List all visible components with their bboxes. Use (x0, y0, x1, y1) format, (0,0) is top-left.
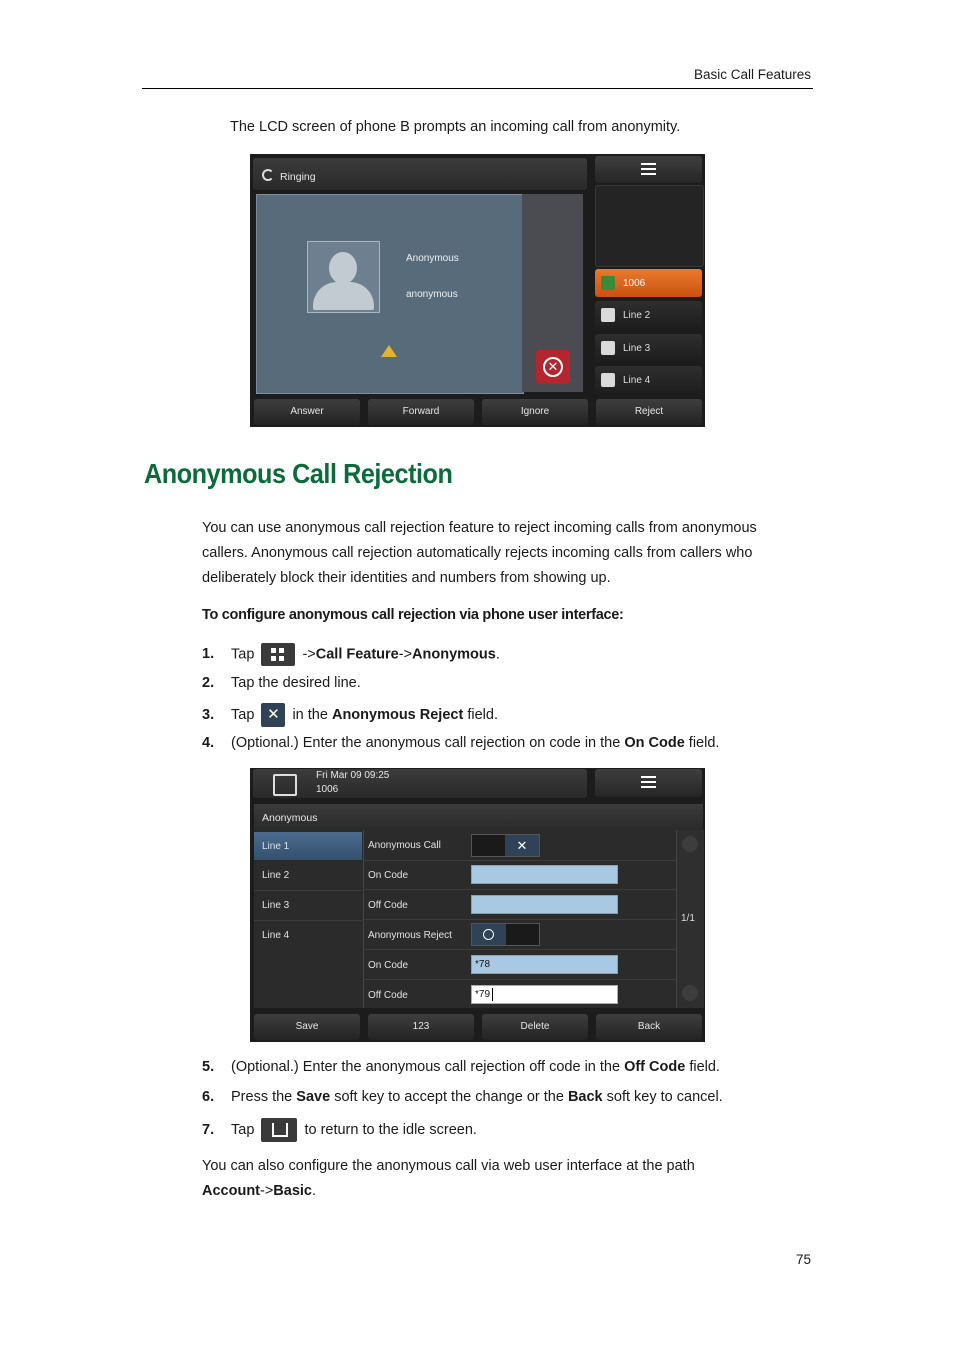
reject-on-code-field[interactable] (471, 955, 618, 974)
step-6 (202, 1089, 723, 1105)
page-number: 75 (795, 1252, 811, 1267)
step-number: 1. (202, 646, 215, 663)
step-text: Tap (231, 1121, 255, 1138)
scroll-rail (676, 830, 704, 1008)
idle-status-bar (253, 769, 587, 798)
close-icon: ✕ (543, 357, 563, 377)
circle-icon (483, 929, 494, 940)
field-value: *79 (475, 989, 491, 1000)
line-1-tab[interactable] (254, 832, 362, 860)
path-text: -> (260, 1183, 274, 1199)
step-bold: Call Feature (315, 646, 399, 663)
line-key-2[interactable] (595, 301, 702, 329)
home-icon (261, 1118, 297, 1142)
step-number: 3. (202, 706, 215, 723)
section-title: Anonymous Call Rejection (144, 458, 453, 489)
on-code-row (364, 860, 676, 890)
on-code-field[interactable] (471, 865, 618, 884)
datetime: Fri Mar 09 09:25 (316, 770, 390, 781)
step-text: (Optional.) Enter the anonymous call rejection off code in the (231, 1059, 621, 1075)
step-4 (202, 735, 719, 751)
close-icon: ✕ (261, 703, 285, 727)
scroll-down-icon[interactable] (682, 985, 698, 1001)
field-label: Off Code (368, 900, 408, 911)
incoming-call-screenshot (250, 154, 705, 427)
reject-on-code-row (364, 950, 676, 980)
ignore-softkey[interactable]: Ignore (482, 399, 588, 425)
menu-icon (641, 163, 656, 177)
avatar (307, 241, 380, 313)
anonymous-reject-toggle[interactable] (471, 923, 540, 946)
step-text: to return to the idle screen. (304, 1121, 477, 1138)
anonymous-reject-row (364, 920, 676, 950)
home-icon[interactable] (273, 774, 297, 796)
line-3-tab[interactable] (254, 891, 362, 921)
step-number: 2. (202, 675, 215, 691)
path-bold: Basic (273, 1183, 312, 1199)
field-label: On Code (368, 960, 409, 971)
page-indicator: 1/1 (681, 913, 695, 924)
avatar-body (313, 282, 374, 310)
toggle-on-knob (472, 924, 506, 945)
off-code-row (364, 890, 676, 920)
caller-name: Anonymous (406, 253, 459, 264)
reject-off-code-row (364, 980, 676, 1008)
anonymous-settings-screenshot (250, 768, 705, 1042)
step-7 (202, 1118, 477, 1142)
dsskey-blank (595, 185, 704, 267)
menu-button[interactable] (595, 769, 702, 797)
closing-paragraph (202, 1154, 812, 1204)
step-text: . (495, 646, 500, 663)
anonymous-call-row (364, 830, 676, 861)
field-label: On Code (368, 870, 409, 881)
settings-panel (254, 830, 676, 1008)
step-text: -> (398, 646, 413, 663)
field-label: Off Code (368, 990, 408, 1001)
field-value: *78 (475, 959, 491, 970)
step-text: field. (688, 735, 720, 751)
reject-off-code-field[interactable] (471, 985, 618, 1004)
settings-title-bar (254, 804, 703, 830)
account-label: 1006 (316, 784, 339, 795)
settings-title: Anonymous (262, 812, 318, 824)
section-paragraph (202, 516, 812, 591)
avatar-head (329, 252, 357, 284)
step-text: Tap (231, 646, 255, 663)
running-header: Basic Call Features (693, 67, 811, 82)
line-key-label: 1006 (623, 278, 646, 289)
step-text: -> (302, 646, 316, 663)
caller-number: anonymous (406, 289, 458, 300)
procedure-title: To configure anonymous call rejection via phone user interface: (202, 607, 624, 623)
close-icon: ✕ (505, 835, 539, 856)
scroll-up-icon[interactable] (682, 836, 698, 852)
step-text: in the (292, 706, 328, 723)
step-text: Press the (231, 1089, 293, 1105)
step-text: field. (689, 1059, 720, 1075)
step-5 (202, 1059, 720, 1075)
status-label: Ringing (280, 171, 316, 183)
field-label: Anonymous Reject (368, 930, 452, 941)
back-softkey[interactable]: Back (596, 1014, 702, 1040)
menu-button[interactable] (595, 156, 702, 183)
delete-softkey[interactable]: Delete (482, 1014, 588, 1040)
forward-softkey[interactable]: Forward (368, 399, 474, 425)
intro-text: The LCD screen of phone B prompts an incoming call from anonymity. (230, 119, 681, 135)
line-key-label: Line 3 (623, 343, 651, 354)
step-bold: Anonymous Reject (331, 706, 464, 723)
line-unregistered-icon (601, 373, 615, 387)
line-2-tab[interactable] (254, 861, 362, 891)
step-number: 7. (202, 1121, 215, 1138)
off-code-field[interactable] (471, 895, 618, 914)
line-unregistered-icon (601, 308, 615, 322)
step-2 (202, 675, 361, 691)
step-text: soft key to cancel. (606, 1089, 723, 1105)
phone-icon (601, 276, 615, 290)
reject-call-button[interactable] (536, 350, 570, 384)
call-panel (256, 194, 524, 394)
step-text: Tap (231, 706, 255, 723)
line-tab-label: Line 3 (262, 900, 290, 911)
bell-icon (381, 345, 397, 357)
paragraph-line: callers. Anonymous call rejection automatically rejects incoming calls from callers who (202, 545, 753, 561)
status-bar (253, 158, 587, 190)
line-4-tab[interactable] (254, 921, 362, 950)
line-unregistered-icon (601, 341, 615, 355)
answer-softkey[interactable]: Answer (254, 399, 360, 425)
paragraph-line: You can use anonymous call rejection feature to reject incoming calls from anonymous (202, 520, 757, 536)
save-softkey[interactable]: Save (254, 1014, 360, 1040)
step-1 (202, 643, 500, 666)
line-key-label: Line 2 (623, 310, 651, 321)
line-key-3[interactable] (595, 334, 702, 362)
step-bold: Anonymous (412, 646, 496, 663)
step-number: 6. (202, 1089, 215, 1105)
step-text: Tap the desired line. (231, 675, 361, 691)
text-cursor (492, 988, 493, 1001)
ringing-icon (262, 169, 274, 181)
line-key-1006[interactable] (595, 269, 702, 297)
step-text: field. (467, 706, 498, 723)
line-tab-label: Line 1 (262, 841, 290, 852)
step-number: 5. (202, 1059, 215, 1075)
line-tab-label: Line 2 (262, 870, 290, 881)
step-number: 4. (202, 735, 215, 751)
menu-grid-icon (261, 643, 295, 666)
paragraph-line: deliberately block their identities and numbers from showing up. (202, 570, 611, 586)
reject-softkey[interactable]: Reject (596, 399, 702, 425)
line-key-4[interactable] (595, 366, 702, 394)
paragraph-line: You can also configure the anonymous call via web user interface at the path (202, 1158, 695, 1174)
path-bold: Account (202, 1183, 260, 1199)
step-bold: Off Code (624, 1059, 686, 1075)
step-text: soft key to accept the change or the (334, 1089, 564, 1105)
path-text: . (312, 1183, 317, 1199)
menu-icon (641, 776, 656, 790)
step-text: (Optional.) Enter the anonymous call rejection on code in the (231, 735, 621, 751)
step-bold: Save (296, 1089, 331, 1105)
step-bold: Back (567, 1089, 603, 1105)
anonymous-call-toggle[interactable] (471, 834, 540, 857)
step-3 (202, 703, 498, 727)
line-key-label: Line 4 (623, 375, 651, 386)
call-action-rail (522, 194, 583, 392)
step-bold: On Code (624, 735, 685, 751)
field-label: Anonymous Call (368, 840, 441, 851)
header-rule (142, 88, 813, 89)
input-mode-softkey[interactable]: 123 (368, 1014, 474, 1040)
line-tab-label: Line 4 (262, 930, 290, 941)
